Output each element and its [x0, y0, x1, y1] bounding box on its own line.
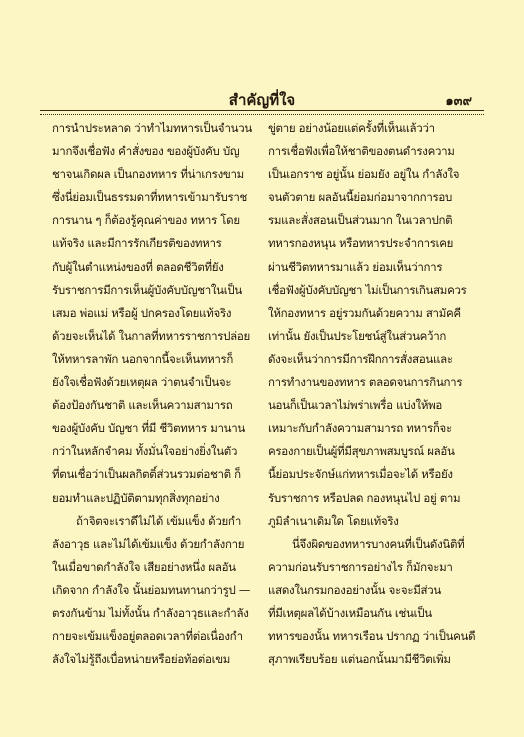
text-line: ภูมิลำเนาเดิมใด โดยแท้จริง	[268, 513, 399, 528]
text-line: ผ่านชีวิตทหารมาแล้ว ย่อมเห็นว่าการ	[268, 259, 443, 274]
text-line: การนาน ๆ ก็ต้องรู้คุณค่าของ ทหาร โดย	[52, 213, 240, 228]
text-line: การเชื่อฟังเพื่อให้ชาติของตนดำรงความ	[268, 144, 455, 159]
left-text-column	[52, 117, 262, 671]
text-line: ทหารกองหนุน หรือทหารประจำการเคย	[268, 236, 454, 251]
text-line: ยอมทำและปฏิบัติตามทุกสิ่งทุกอย่าง	[52, 490, 220, 505]
text-line: จนตัวตาย ผลอันนี้ย่อมก่อมาจากการอบ	[268, 190, 452, 205]
text-line: เกิดจาก กำลังใจ นั้นย่อมทนทานกว่ารูป —	[52, 582, 251, 597]
text-line: ความก่อนรับราชการอย่างไร ก็มักจะมา	[268, 559, 453, 574]
text-line: นอนก็เป็นเวลาไม่พร่าเพรื่อ แบ่งให้พอ	[268, 398, 443, 413]
text-line: นี่จึงผิดของทหารบางคนที่เป็นดังนิติที่	[292, 536, 465, 551]
text-line: ซึ่งนี่ย่อมเป็นธรรมดาที่ทหารเข้ามารับราช	[52, 190, 248, 205]
text-line: เหมาะกับกำลังความสามารถ ทหารก็จะ	[268, 421, 452, 436]
text-line: ลังอาวุธ และไม่ได้เข้มแข็ง ด้วยกำลังกาย	[52, 536, 245, 551]
text-line: ลังใจไม่รู้ถึงเบื่อหน่ายหรือย่อท้อต่อเขม	[52, 652, 231, 667]
text-line: เป็นเอกราช อยู่นั้น ย่อมยัง อยู่ใน กำลังใจ	[268, 167, 460, 182]
text-line: ชาจนเกิดผล เป็นกองทหาร ที่น่าเกรงขาม	[52, 167, 244, 182]
text-line: ถ้าจิตจะเราดีไม่ได้ เข้มแข็ง ด้วยกำ	[76, 513, 242, 528]
right-text-column	[268, 117, 480, 671]
text-line: มากจึงเชื่อฟัง คำสั่งของ ของผู้บังคับ บัญ	[52, 144, 240, 159]
text-line: ครองกายเป็นผู้ที่มีสุขภาพสมบูรณ์ ผลอัน	[268, 444, 455, 459]
text-line: กายจะเข้มแข็งอยู่ตลอดเวลาที่ต่อเนื่องกำ	[52, 629, 243, 644]
header-rule	[40, 110, 484, 115]
text-line: รมและสั่งสอนเป็นส่วนมาก ในเวลาปกติ	[268, 213, 453, 228]
text-line: ของผู้บังคับ บัญชา ที่มี ชีวิตทหาร มานาน	[52, 421, 245, 436]
text-line: ดังจะเห็นว่าการมีการฝึกการสั่งสอนและ	[268, 351, 453, 366]
text-line: เท่านั้น ยังเป็นประโยชน์สู่ในส่วนคว้าก	[268, 328, 447, 343]
text-line: แท้จริง และมีการรักเกียรติของทหาร	[52, 236, 222, 251]
text-line: ที่ตนเชื่อว่าเป็นผลกิตติ์ส่วนรวมต่อชาติ ก็	[52, 467, 241, 482]
text-line: รับราชการมีการเห็นผู้บังคับบัญชาในเป็น	[52, 282, 242, 297]
text-line: นี้ย่อมประจักษ์แก่ทหารเมื่อจะได้ หรือยัง	[268, 467, 453, 482]
text-line: ขู่ตาย อย่างน้อยแต่ครั้งที่เห็นแล้วว่า	[268, 121, 435, 135]
text-line: การทำงานของทหาร ตลอดจนการกินการ	[268, 375, 463, 390]
text-line: กว่าในหลักจำคม ทั้งมั่นใจอย่างยิ่งในตัว	[52, 444, 238, 459]
text-line: สุภาพเรียบร้อย แต่นอกนั้นมามีชีวิตเพิ่ม	[268, 652, 451, 667]
page-title: สำคัญที่ใจ	[228, 91, 296, 109]
text-line: ในเมื่อขาดกำลังใจ เสียอย่างหนึ่ง ผลอัน	[52, 559, 236, 574]
text-line: ยังใจเชื่อฟังด้วยเหตุผล ว่าตนจำเป็นจะ	[52, 375, 232, 390]
text-line: กับผู้ในตำแหน่งของที่ ตลอดชีวิตที่ยัง	[52, 259, 224, 274]
text-line: ให้กองทหาร อยู่รวมกันด้วยความ สามัคคี	[268, 305, 461, 320]
text-line: แสดงในกรมกองอย่างนั้น จะจะมีส่วน	[268, 582, 441, 597]
text-line: ให้ทหารลาพัก นอกจากนี้จะเห็นทหารก็	[52, 351, 234, 366]
text-line: ต้องป้องกันชาติ และเห็นความสามารถ	[52, 398, 233, 413]
text-line: เชื่อฟังผู้บังคับบัญชา ไม่เป็นการเกินสมควร	[268, 282, 467, 297]
text-line: ตรงกันข้าม ไม่ทั้งนั้น กำลังอาวุธและกำลัง	[52, 605, 249, 620]
text-line: รับราชการ หรือปลด กองหนุนไป อยู่ ตาม	[268, 490, 461, 505]
text-line: ทหารของนั้น ทหารเรือน ปรากฏ ว่าเป็นคนดี	[268, 629, 476, 644]
page-number: ๑๓๙	[445, 94, 472, 109]
text-line: ที่มีเหตุผลได้บ้างเหมือนกัน เช่นเป็น	[268, 605, 432, 620]
text-line: การนำประหลาด ว่าทำไมทหารเป็นจำนวน	[52, 121, 252, 135]
text-line: ด้วยจะเห็นได้ ในกาลที่ทหารราชการปล่อย	[52, 328, 250, 343]
text-line: เสมอ พ่อแม่ หรือผู้ ปกครองโดยแท้จริง	[52, 305, 232, 320]
